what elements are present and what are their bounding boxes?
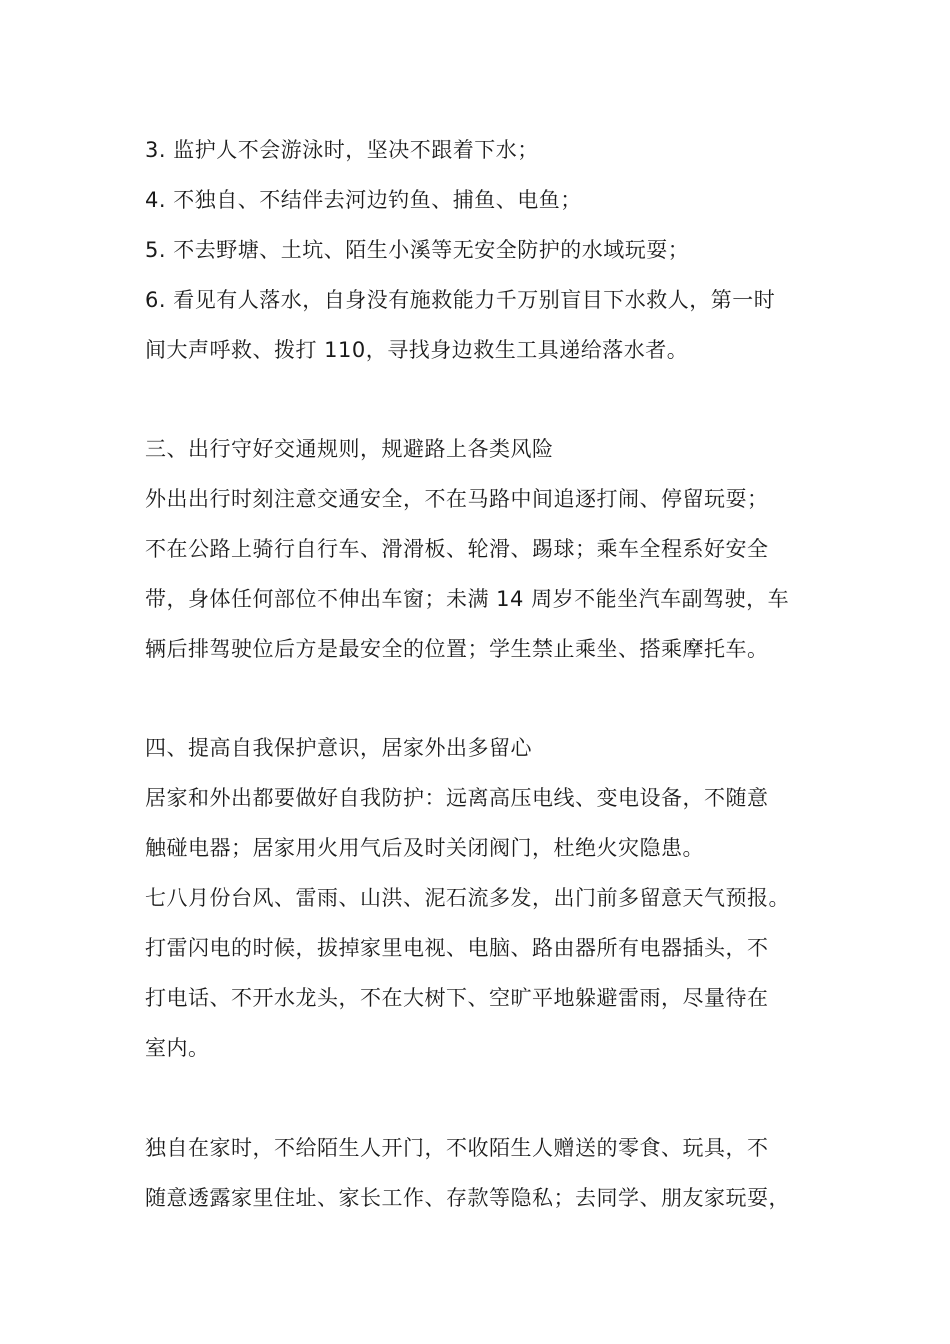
text-line: 带，身体任何部位不伸出车窗；未满 14 周岁不能坐汽车副驾驶，车	[145, 587, 790, 611]
text-line: 打电话、不开水龙头，不在大树下、空旷平地躲避雷雨，尽量待在	[145, 986, 769, 1010]
text-line: 独自在家时，不给陌生人开门，不收陌生人赠送的零食、玩具，不	[145, 1136, 769, 1160]
text-line: 辆后排驾驶位后方是最安全的位置；学生禁止乘坐、搭乘摩托车。	[145, 637, 769, 661]
text-line: 不在公路上骑行自行车、滑滑板、轮滑、踢球；乘车全程系好安全	[145, 537, 769, 561]
section-heading: 四、提高自我保护意识，居家外出多留心	[145, 736, 532, 760]
text-line: 5. 不去野塘、土坑、陌生小溪等无安全防护的水域玩耍；	[145, 238, 690, 262]
section-heading: 三、出行守好交通规则，规避路上各类风险	[145, 437, 554, 461]
text-line: 3. 监护人不会游泳时，坚决不跟着下水；	[145, 138, 539, 162]
text-line: 4. 不独自、不结伴去河边钓鱼、捕鱼、电鱼；	[145, 188, 582, 212]
text-line: 随意透露家里住址、家长工作、存款等隐私；去同学、朋友家玩耍，	[145, 1186, 790, 1210]
text-line: 6. 看见有人落水，自身没有施救能力千万别盲目下水救人，第一时	[145, 288, 776, 312]
text-line: 七八月份台风、雷雨、山洪、泥石流多发，出门前多留意天气预报。	[145, 886, 790, 910]
text-line: 室内。	[145, 1036, 210, 1060]
text-line: 间大声呼救、拨打 110，寻找身边救生工具递给落水者。	[145, 338, 689, 362]
text-line: 居家和外出都要做好自我防护：远离高压电线、变电设备，不随意	[145, 786, 769, 810]
text-line: 触碰电器；居家用火用气后及时关闭阀门，杜绝火灾隐患。	[145, 836, 704, 860]
text-line: 打雷闪电的时候，拔掉家里电视、电脑、路由器所有电器插头，不	[145, 936, 769, 960]
text-line: 外出出行时刻注意交通安全，不在马路中间追逐打闹、停留玩耍；	[145, 487, 769, 511]
